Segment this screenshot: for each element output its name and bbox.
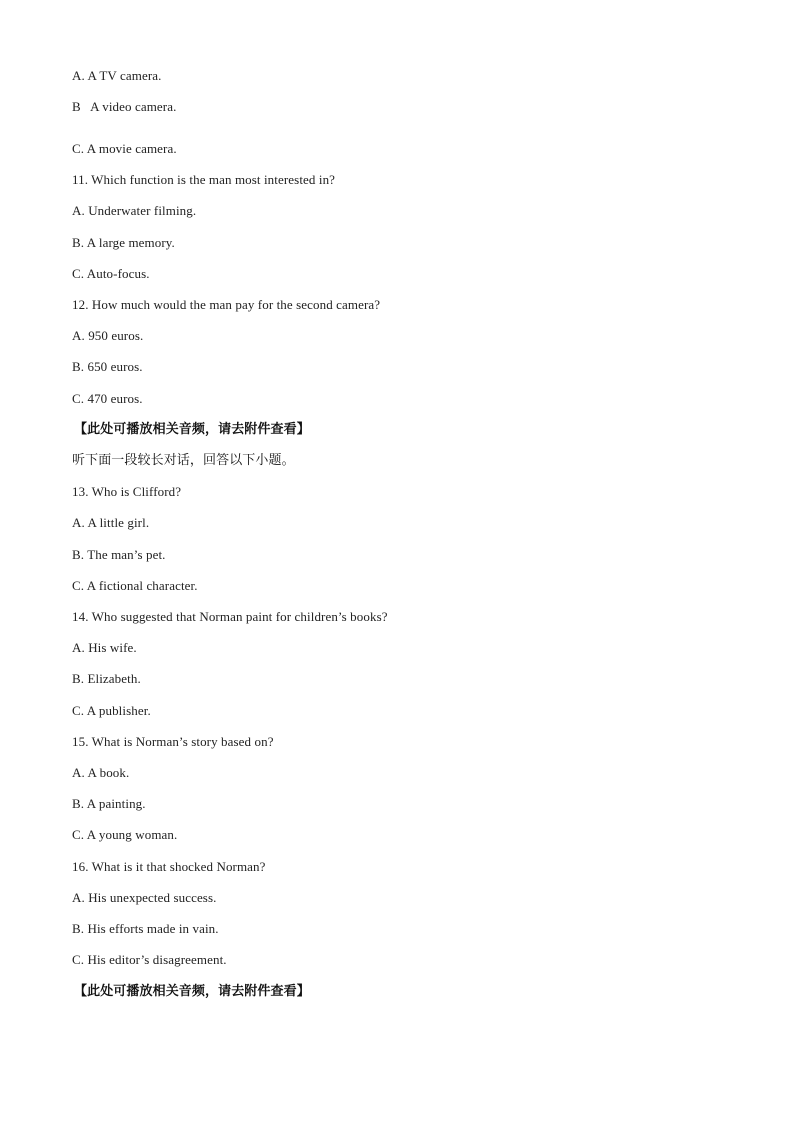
q15-question: 15. What is Norman’s story based on? xyxy=(72,734,274,749)
audio-note: 【此处可播放相关音频，请去附件查看】 xyxy=(74,984,310,999)
q16-option-a: A. His unexpected success. xyxy=(72,890,217,905)
q15-option-c: C. A young woman. xyxy=(72,827,178,842)
q16-option-c: C. His editor’s disagreement. xyxy=(72,952,227,967)
q12-option-a: A. 950 euros. xyxy=(72,328,144,343)
listening-instruction: 听下面一段较长对话，回答以下小题。 xyxy=(72,453,295,468)
q11-option-a: A. Underwater filming. xyxy=(72,203,197,218)
q15-option-b: B. A painting. xyxy=(72,796,146,811)
q10-option-a: A. A TV camera. xyxy=(72,68,162,83)
q15-option-a: A. A book. xyxy=(72,765,130,780)
q11-option-c: C. Auto-focus. xyxy=(72,266,150,281)
q14-question: 14. Who suggested that Norman paint for children’s books? xyxy=(72,609,388,624)
q11-question: 11. Which function is the man most interested in? xyxy=(72,172,336,187)
q14-option-c: C. A publisher. xyxy=(72,703,151,718)
q13-option-a: A. A little girl. xyxy=(72,515,150,530)
audio-note: 【此处可播放相关音频，请去附件查看】 xyxy=(74,422,310,437)
q14-option-b: B. Elizabeth. xyxy=(72,671,141,686)
q14-option-a: A. His wife. xyxy=(72,640,137,655)
q13-option-b: B. The man’s pet. xyxy=(72,547,166,562)
q16-option-b: B. His efforts made in vain. xyxy=(72,921,219,936)
q12-option-c: C. 470 euros. xyxy=(72,391,143,406)
q16-question: 16. What is it that shocked Norman? xyxy=(72,859,266,874)
q13-option-c: C. A fictional character. xyxy=(72,578,198,593)
q10-option-c: C. A movie camera. xyxy=(72,141,177,156)
q10-option-b: B A video camera. xyxy=(72,99,177,114)
q11-option-b: B. A large memory. xyxy=(72,235,175,250)
q12-option-b: B. 650 euros. xyxy=(72,359,143,374)
q13-question: 13. Who is Clifford? xyxy=(72,484,182,499)
q12-question: 12. How much would the man pay for the second camera? xyxy=(72,297,381,312)
